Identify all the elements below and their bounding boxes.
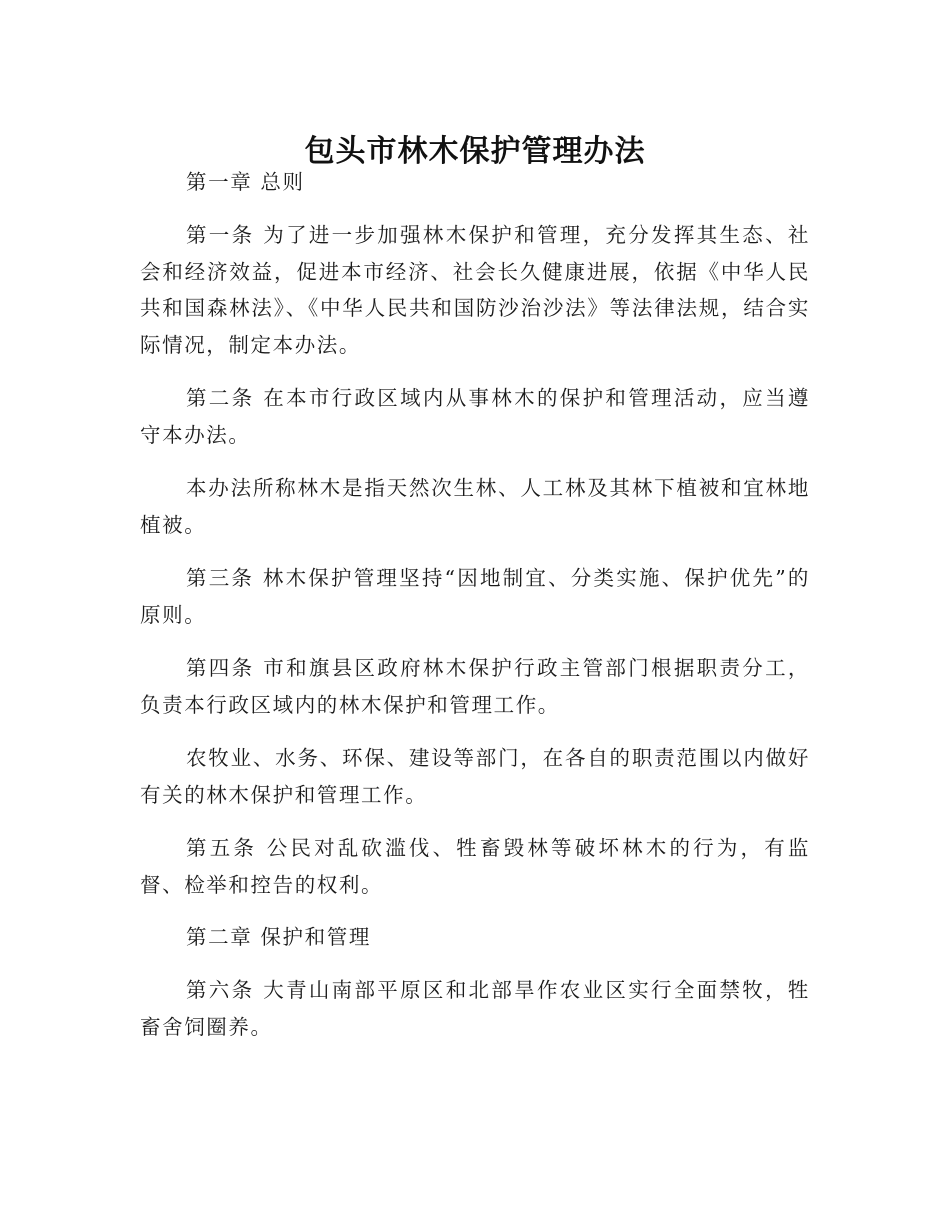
document-title: 包头市林木保护管理办法 bbox=[304, 134, 646, 170]
article-6: 第六条 大青山南部平原区和北部旱作农业区实行全面禁牧，牲畜舍饲圈养。 bbox=[140, 978, 810, 1039]
article-5: 第五条 公民对乱砍滥伐、牲畜毁林等破坏林木的行为，有监督、检举和控告的权利。 bbox=[140, 836, 810, 897]
article-3: 第三条 林木保护管理坚持“因地制宜、分类实施、保护优先”的原则。 bbox=[140, 566, 810, 627]
article-4-paragraph-2: 农牧业、水务、环保、建设等部门，在各自的职责范围以内做好有关的林木保护和管理工作。 bbox=[140, 746, 810, 807]
article-2-paragraph-2: 本办法所称林木是指天然次生林、人工林及其林下植被和宜林地植被。 bbox=[140, 476, 810, 537]
article-4: 第四条 市和旗县区政府林木保护行政主管部门根据职责分工，负责本行政区域内的林木保护和管理工作。 bbox=[140, 656, 810, 717]
chapter-heading-2: 第二章 保护和管理 bbox=[186, 925, 371, 949]
chapter-heading-1: 第一章 总则 bbox=[186, 170, 305, 194]
article-1: 第一条 为了进一步加强林木保护和管理，充分发挥其生态、社会和经济效益，促进本市经济、社会长久健康进展，依据《中华人民共和国森林法》、《中华人民共和国防沙治沙法》等法律法规，结合实际情况，制定本办法。 bbox=[140, 223, 810, 357]
article-2: 第二条 在本市行政区域内从事林木的保护和管理活动，应当遵守本办法。 bbox=[140, 386, 810, 447]
